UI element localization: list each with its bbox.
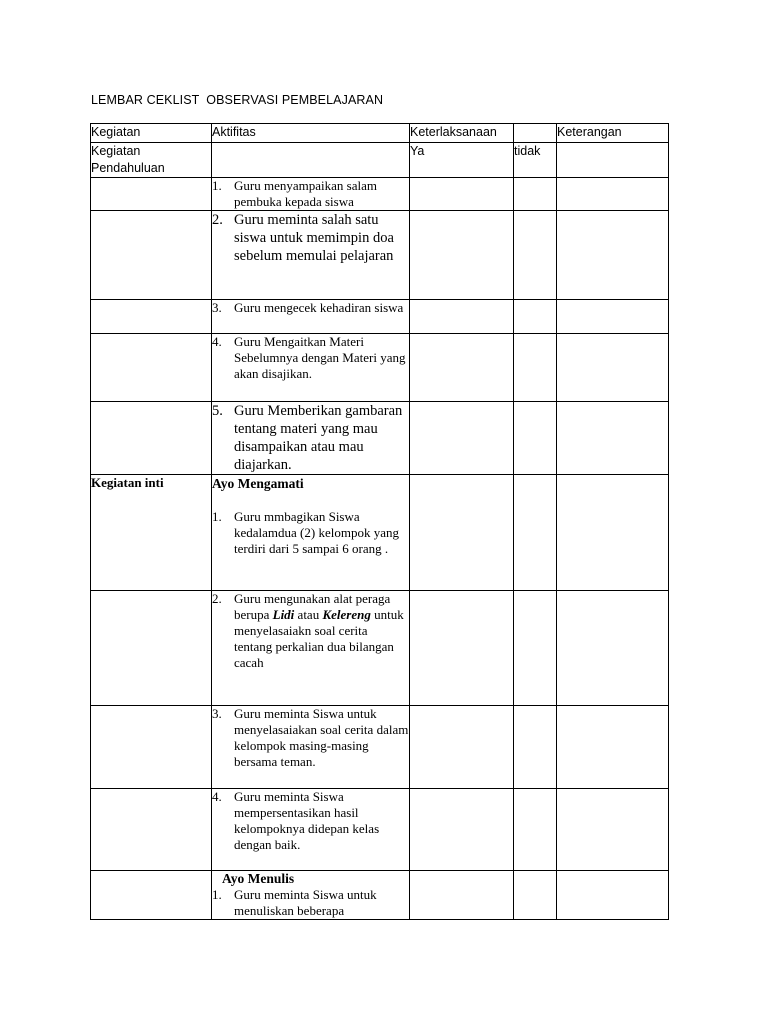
tidak-check-cell[interactable] bbox=[514, 300, 557, 334]
activity-cell bbox=[212, 300, 410, 334]
list-item: 3. Guru meminta Siswa untuk menyelasaiakan soal cerita dalam kelompok masing-masing bersama teman. bbox=[212, 706, 409, 769]
table-row bbox=[91, 591, 669, 706]
keterangan-empty-cell bbox=[557, 143, 669, 178]
document-title: LEMBAR CEKLIST OBSERVASI PEMBELAJARAN bbox=[91, 93, 384, 107]
tidak-check-cell[interactable] bbox=[514, 211, 557, 300]
emphasis-kelereng: Kelereng bbox=[322, 607, 371, 622]
tidak-check-cell[interactable] bbox=[514, 402, 557, 475]
table-row bbox=[91, 334, 669, 402]
ya-check-cell[interactable] bbox=[410, 178, 514, 211]
ya-check-cell[interactable] bbox=[410, 871, 514, 920]
tidak-header: tidak bbox=[514, 143, 557, 178]
table-row bbox=[91, 211, 669, 300]
ya-check-cell[interactable] bbox=[410, 334, 514, 402]
keterangan-cell[interactable] bbox=[557, 789, 669, 871]
table-row bbox=[91, 789, 669, 871]
list-item: 4. Guru Mengaitkan Materi Sebelumnya dengan Materi yang akan disajikan. bbox=[212, 334, 406, 381]
keterangan-cell[interactable] bbox=[557, 706, 669, 789]
header-kegiatan: Kegiatan bbox=[91, 124, 212, 143]
emphasis-lidi: Lidi bbox=[272, 607, 295, 622]
table-row bbox=[91, 475, 669, 591]
keterangan-cell[interactable] bbox=[557, 334, 669, 402]
observation-checklist-table bbox=[90, 123, 669, 920]
ya-check-cell[interactable] bbox=[410, 591, 514, 706]
subheader-row bbox=[91, 143, 669, 178]
tidak-check-cell[interactable] bbox=[514, 871, 557, 920]
aktifitas-empty-cell bbox=[212, 143, 410, 178]
list-item: 1. Guru mmbagikan Siswa kedalamdua (2) kelompok yang terdiri dari 5 sampai 6 orang . bbox=[212, 509, 399, 556]
activity-cell bbox=[212, 789, 410, 871]
activity-cell bbox=[212, 402, 410, 475]
keterangan-cell[interactable] bbox=[557, 475, 669, 591]
list-item: 1. Guru menyampaikan salam pembuka kepada siswa bbox=[212, 178, 377, 209]
ya-check-cell[interactable] bbox=[410, 402, 514, 475]
tidak-check-cell[interactable] bbox=[514, 789, 557, 871]
table-row bbox=[91, 871, 669, 920]
keterangan-cell[interactable] bbox=[557, 300, 669, 334]
keterangan-cell[interactable] bbox=[557, 211, 669, 300]
activity-cell bbox=[212, 211, 410, 300]
table-row bbox=[91, 402, 669, 475]
table-row bbox=[91, 178, 669, 211]
header-aktifitas: Aktifitas bbox=[212, 124, 410, 143]
table-row bbox=[91, 706, 669, 789]
header-keterangan: Keterangan bbox=[557, 124, 669, 143]
activity-cell bbox=[212, 334, 410, 402]
tidak-check-cell[interactable] bbox=[514, 178, 557, 211]
list-item: 4. Guru meminta Siswa mempersentasikan hasil kelompoknya didepan kelas dengan baik. bbox=[212, 789, 380, 852]
tidak-check-cell[interactable] bbox=[514, 591, 557, 706]
list-item: 5. Guru Memberikan gambaran tentang materi yang mau disampaikan atau mau diajarkan. bbox=[212, 403, 403, 473]
tidak-check-cell[interactable] bbox=[514, 706, 557, 789]
list-item: 2. Guru meminta salah satu siswa untuk memimpin doa sebelum memulai pelajaran bbox=[212, 212, 394, 264]
ya-check-cell[interactable] bbox=[410, 211, 514, 300]
ya-header: Ya bbox=[410, 143, 514, 178]
activity-cell bbox=[212, 706, 410, 789]
activity-cell bbox=[212, 178, 410, 211]
section-heading-ayo-menulis: Ayo Menulis bbox=[222, 871, 295, 886]
header-row bbox=[91, 124, 669, 143]
keterangan-cell[interactable] bbox=[557, 871, 669, 920]
activity-cell bbox=[212, 591, 410, 706]
kegiatan-pendahuluan-label: Kegiatan Pendahuluan bbox=[91, 143, 212, 178]
activity-cell bbox=[212, 475, 410, 591]
ya-check-cell[interactable] bbox=[410, 475, 514, 591]
table-row bbox=[91, 300, 669, 334]
keterangan-cell[interactable] bbox=[557, 178, 669, 211]
tidak-check-cell[interactable] bbox=[514, 475, 557, 591]
activity-cell bbox=[212, 871, 410, 920]
header-keterlaksanaan: Keterlaksanaan bbox=[410, 124, 514, 143]
header-empty-cell bbox=[514, 124, 557, 143]
list-item: 2. Guru mengunakan alat peraga berupa Lidi atau Kelereng untuk menyelasaiakn soal cerita tentang perkalian dua bilangan cacah bbox=[212, 591, 404, 670]
keterangan-cell[interactable] bbox=[557, 402, 669, 475]
ya-check-cell[interactable] bbox=[410, 789, 514, 871]
list-item: 3. Guru mengecek kehadiran siswa bbox=[212, 300, 404, 315]
list-item: 1. Guru meminta Siswa untuk menuliskan beberapa bbox=[212, 887, 377, 918]
section-heading-ayo-mengamati: Ayo Mengamati bbox=[212, 476, 304, 491]
ya-check-cell[interactable] bbox=[410, 300, 514, 334]
kegiatan-inti-label: Kegiatan inti bbox=[91, 475, 212, 591]
ya-check-cell[interactable] bbox=[410, 706, 514, 789]
keterangan-cell[interactable] bbox=[557, 591, 669, 706]
tidak-check-cell[interactable] bbox=[514, 334, 557, 402]
